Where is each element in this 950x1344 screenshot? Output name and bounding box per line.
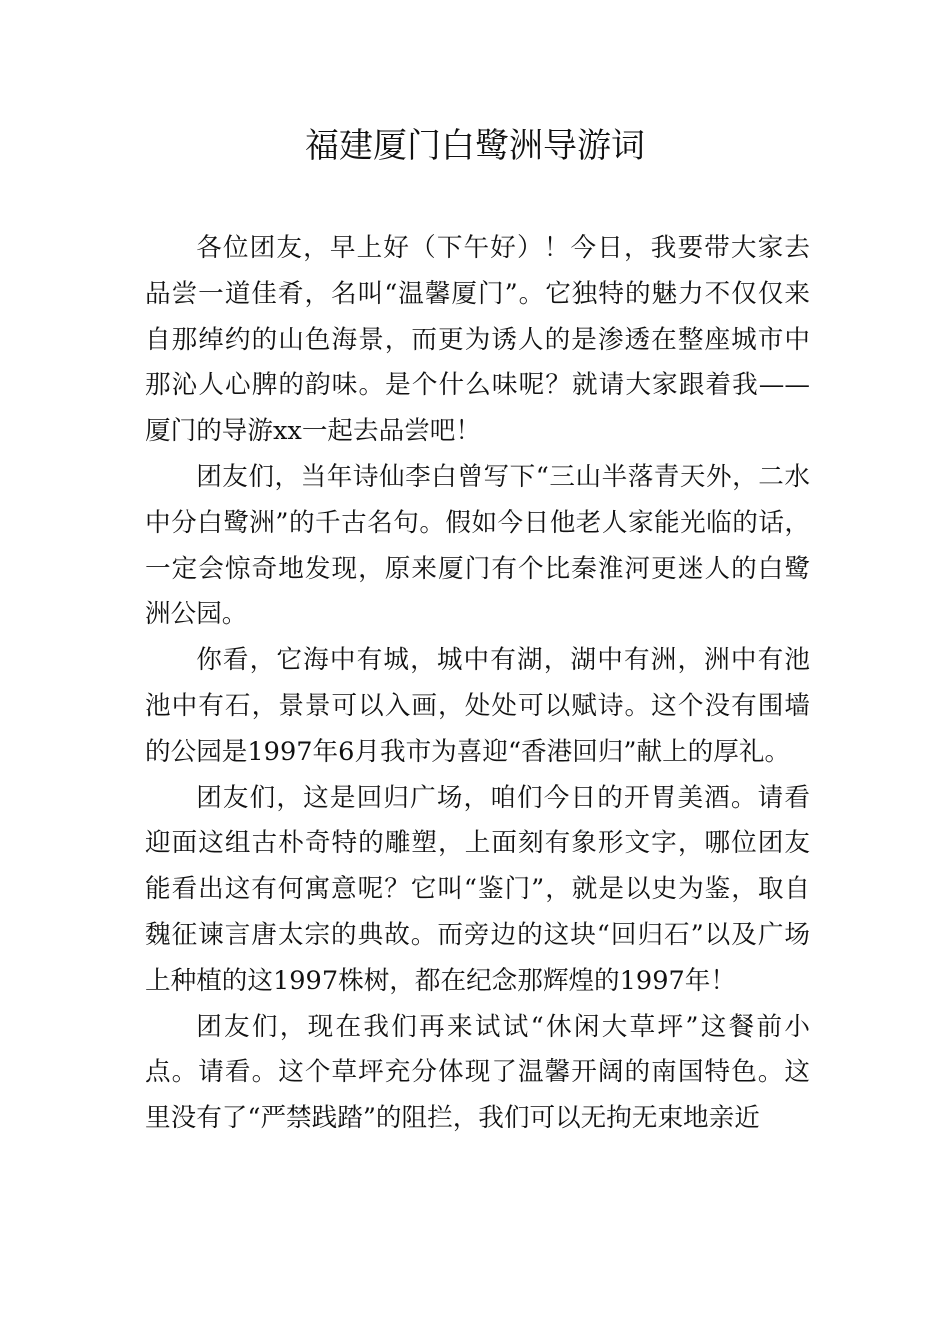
paragraph: 团友们，这是回归广场，咱们今日的开胃美酒。请看迎面这组古朴奇特的雕塑，上面刻有象形文字，哪位团友能看出这有何寓意呢？它叫“鉴门”，就是以史为鉴，取自魏征谏言唐太宗的典故。而旁边的这块“回归石”以及广场上种植的这1997株树，都在纪念那辉煌的1997年！ bbox=[145, 782, 810, 996]
paragraph: 各位团友，早上好（下午好）！今日，我要带大家去品尝一道佳肴，名叫“温馨厦门”。它独特的魅力不仅仅来自那绰约的山色海景，而更为诱人的是渗透在整座城市中那沁人心脾的韵味。是个什么味呢？就请大家跟着我——厦门的导游xx一起去品尝吧！ bbox=[145, 233, 810, 447]
document-title: 福建厦门白鹭洲导游词 bbox=[305, 126, 645, 166]
paragraph: 团友们，现在我们再来试试“休闲大草坪”这餐前小点。请看。这个草坪充分体现了温馨开阔的南国特色。这里没有了“严禁践踏”的阻拦，我们可以无拘无束地亲近 bbox=[145, 1011, 810, 1134]
paragraph: 你看，它海中有城，城中有湖，湖中有洲，洲中有池池中有石，景景可以入画，处处可以赋诗。这个没有围墙的公园是1997年6月我市为喜迎“香港回归”献上的厚礼。 bbox=[145, 645, 810, 767]
document-body bbox=[145, 226, 810, 1142]
paragraph: 团友们，当年诗仙李白曾写下“三山半落青天外，二水中分白鹭洲”的千古名句。假如今日他老人家能光临的话，一定会惊奇地发现，原来厦门有个比秦淮河更迷人的白鹭洲公园。 bbox=[145, 461, 810, 630]
